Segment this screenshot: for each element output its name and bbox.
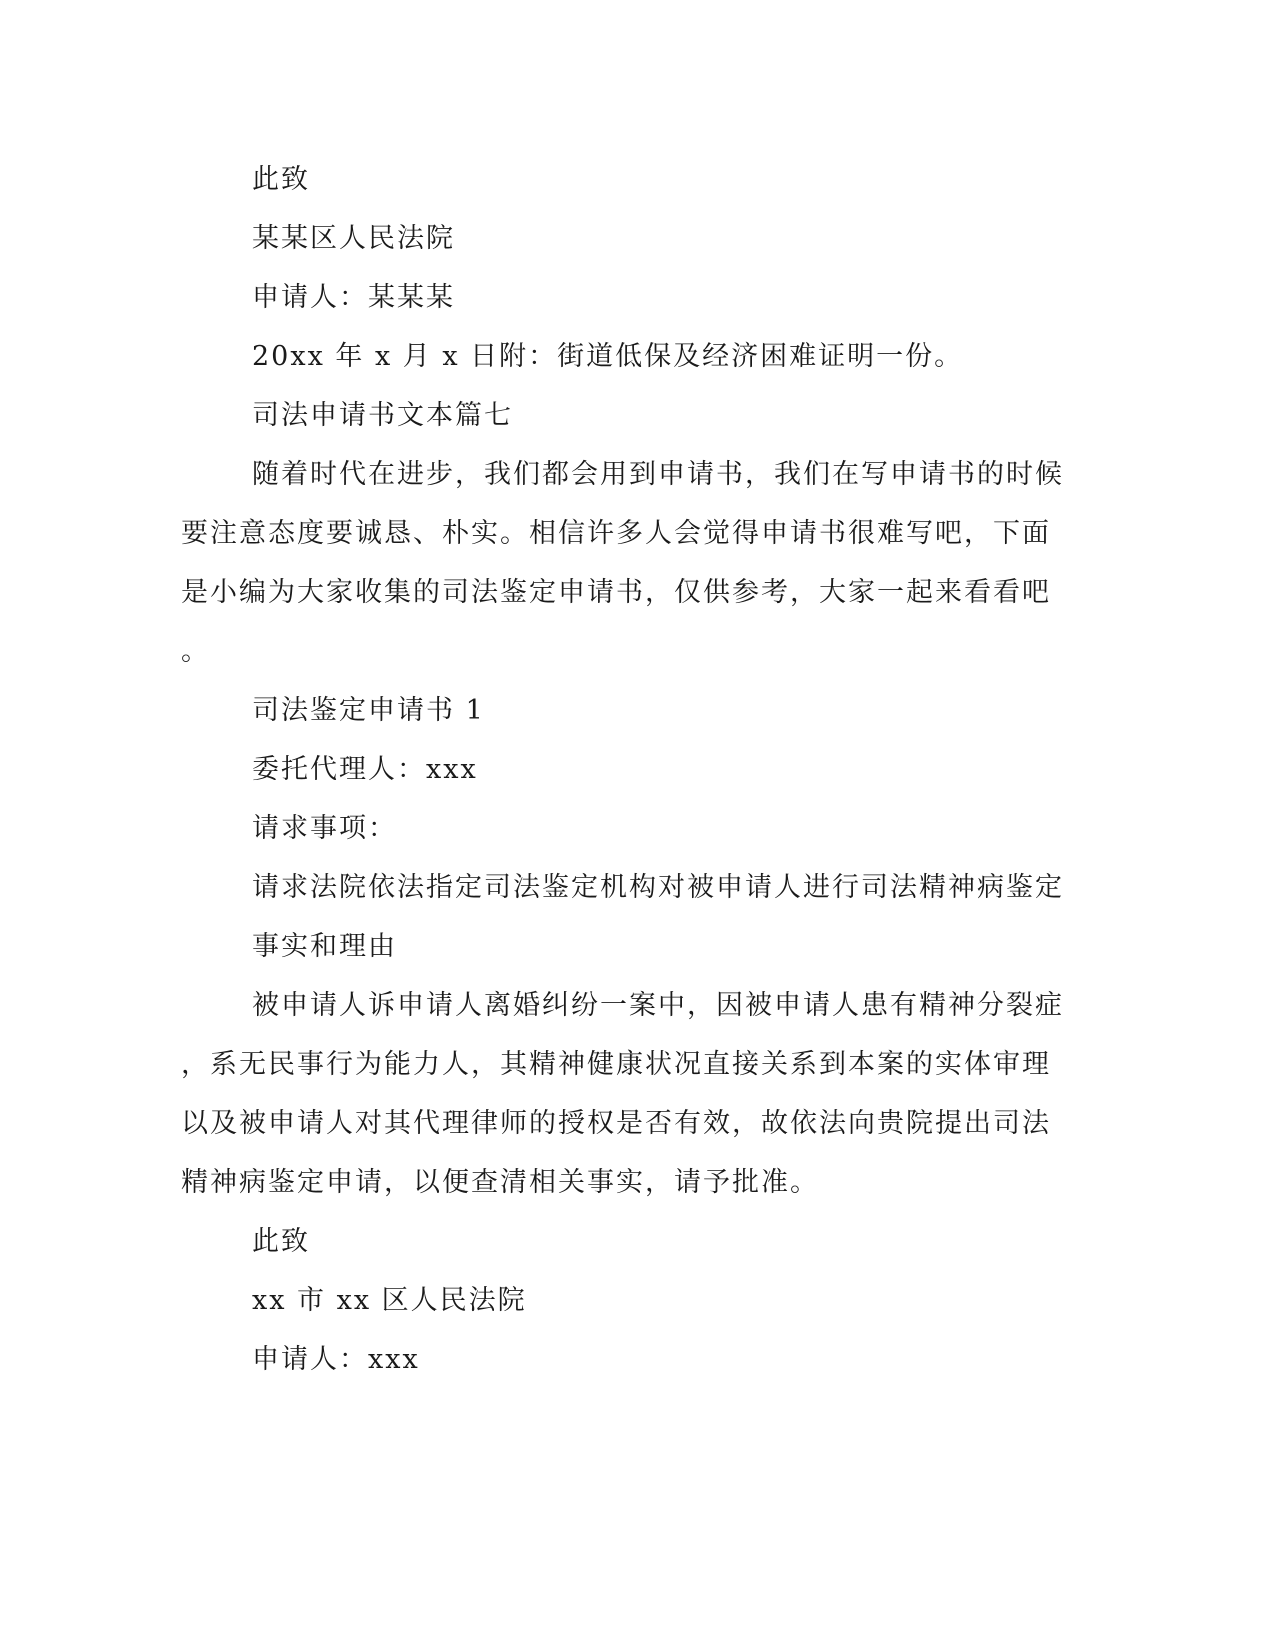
closing-salutation: 此致 <box>252 1226 310 1257</box>
intro-paragraph-line: 是小编为大家收集的司法鉴定申请书，仅供参考，大家一起来看看吧 <box>181 577 1051 608</box>
request-content: 请求法院依法指定司法鉴定机构对被申请人进行司法精神病鉴定 <box>252 872 1064 903</box>
facts-heading: 事实和理由 <box>252 931 397 962</box>
intro-paragraph-line: 随着时代在进步，我们都会用到申请书，我们在写申请书的时候 <box>252 459 1064 490</box>
subsection-title: 司法鉴定申请书 1 <box>252 695 485 726</box>
closing-salutation: 此致 <box>252 164 310 195</box>
section-heading: 司法申请书文本篇七 <box>252 400 513 431</box>
intro-paragraph-line: 。 <box>181 636 210 667</box>
facts-paragraph-line: 以及被申请人对其代理律师的授权是否有效，故依法向贵院提出司法 <box>181 1108 1051 1139</box>
facts-paragraph-line: ，系无民事行为能力人，其精神健康状况直接关系到本案的实体审理 <box>181 1049 1051 1080</box>
date-attachment-line: 20xx 年 x 月 x 日附：街道低保及经济困难证明一份。 <box>252 341 964 372</box>
facts-paragraph-line: 被申请人诉申请人离婚纠纷一案中，因被申请人患有精神分裂症 <box>252 990 1064 1021</box>
recipient-court: 某某区人民法院 <box>252 223 455 254</box>
facts-paragraph-line: 精神病鉴定申请，以便查清相关事实，请予批准。 <box>181 1167 819 1198</box>
agent-line: 委托代理人：xxx <box>252 754 478 785</box>
applicant-line: 申请人：某某某 <box>252 282 455 313</box>
request-heading: 请求事项： <box>252 813 397 844</box>
intro-paragraph-line: 要注意态度要诚恳、朴实。相信许多人会觉得申请书很难写吧，下面 <box>181 518 1051 549</box>
applicant-line: 申请人：xxx <box>252 1344 420 1375</box>
recipient-court: xx 市 xx 区人民法院 <box>252 1285 527 1316</box>
